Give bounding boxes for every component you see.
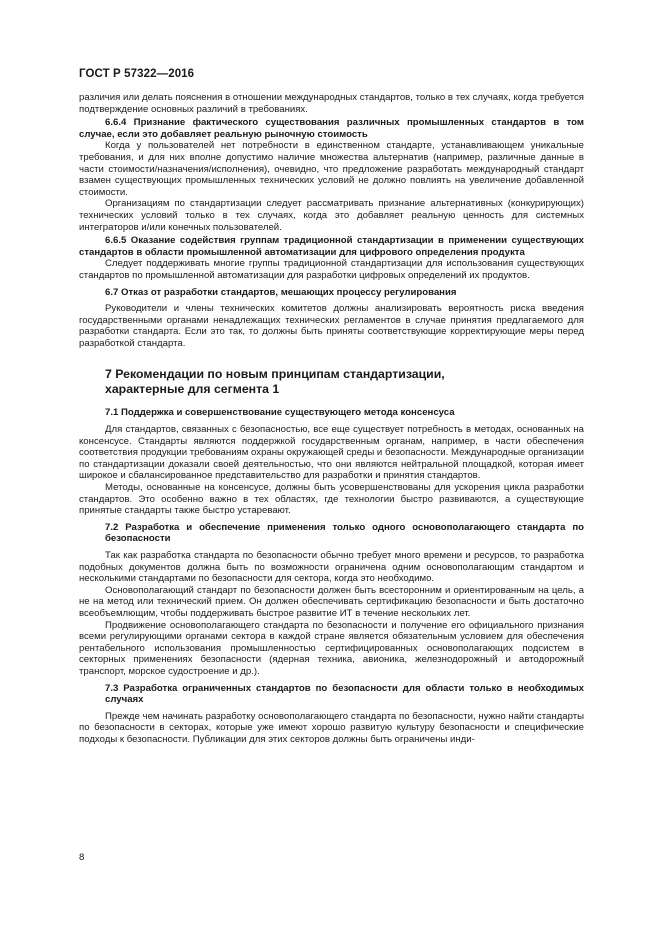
paragraph: Продвижение основополагающего стандарта по безопасности и получение его официального признания всеми регулирующими органами сектора в каждой стране является обязательным условием для обеспечения рентабельного использования промышленностью сертифицированных основополагающих подсистем в секторных применениях безопасности (ядерная техника, авионика, железнодорожный и автодорожный транспорт, морское судостроение и др.). bbox=[79, 619, 584, 677]
paragraph: Следует поддерживать многие группы традиционной стандартизации для использования существующих стандартов по промышленной автоматизации для разработки цифровых определений их продуктов. bbox=[79, 258, 584, 281]
subsection-heading-7-2: 7.2 Разработка и обеспечение применения только одного основополагающего стандарта по безопасности bbox=[105, 521, 584, 545]
paragraph: Так как разработка стандарта по безопасности обычно требует много времени и ресурсов, то разработка подобных документов должна быть по возможности ограничена одним основополагающим стандартом и несколькими стандартами по безопасности для сектора, когда это необходимо. bbox=[79, 550, 584, 585]
paragraph: различия или делать пояснения в отношении международных стандартов, только в тех случаях, когда требуется подтверждение основных различий в требованиях. bbox=[79, 92, 584, 115]
subsection-heading-7-3: 7.3 Разработка ограниченных стандартов по безопасности для области только в необходимых случаях bbox=[105, 682, 584, 706]
subsection-heading-6-6-5: 6.6.5 Оказание содействия группам традиционной стандартизации в применении существующих стандартов в области промышленной автоматизации для цифрового определения продукта bbox=[79, 235, 584, 258]
subsection-heading-6-6-4: 6.6.4 Признание фактического существования различных промышленных стандартов в том случае, если это добавляет реальную рыночную стоимость bbox=[79, 117, 584, 140]
subsection-heading-7-1: 7.1 Поддержка и совершенствование существующего метода консенсуса bbox=[105, 407, 455, 419]
subsection-heading-6-7: 6.7 Отказ от разработки стандартов, мешающих процессу регулирования bbox=[105, 286, 457, 298]
section-heading-7 bbox=[105, 367, 584, 397]
paragraph: Прежде чем начинать разработку основополагающего стандарта по безопасности, нужно найти стандарты по безопасности в секторах, которые уже имеют хорошо развитую культуру безопасности и специфические подходы к безопасности. Публикации для этих секторов должны быть ограничены инди- bbox=[79, 710, 584, 745]
paragraph: Основополагающий стандарт по безопасности должен быть всесторонним и ориентированным на цель, а не на метод или технический прием. Он должен обеспечивать сертификацию безопасности и быть достаточно всеобъемлющим, чтобы поддерживать быстрое развитие ИТ в течение нескольких лет. bbox=[79, 584, 584, 619]
paragraph: Руководители и члены технических комитетов должны анализировать вероятность риска введения государственными органами ненадлежащих технических регламентов в случае принятия предлагаемого для разработки стандарта. Если это так, то должны быть приняты соответствующие корректирующие меры перед разработкой стандарта. bbox=[79, 303, 584, 349]
section-heading-line-1: 7 Рекомендации по новым принципам стандартизации, bbox=[105, 367, 445, 382]
paragraph: Для стандартов, связанных с безопасностью, все еще существует потребность в методах, основанных на консенсусе. Стандарты являются поддержкой государственным органам, например, в части обеспечения соответствия продукции требованиям охраны окружающей среды и безопасности. Международные организации по стандартизации доказали своей деятельностью, что они являются нейтральной площадкой, которая имеет широкое и сбалансированное представительство для разработки и принятия стандартов. bbox=[79, 424, 584, 482]
page-number: 8 bbox=[79, 852, 85, 863]
paragraph: Методы, основанные на консенсусе, должны быть усовершенствованы для ускорения цикла разработки стандартов. Это особенно важно в тех областях, где технологии быстро развиваются, а существующие принятые стандарты также быстро устаревают. bbox=[79, 482, 584, 517]
document-body bbox=[79, 92, 584, 746]
paragraph: Когда у пользователей нет потребности в единственном стандарте, устанавливающем уникальные требования, и для них вполне допустимо наличие множества альтернатив (например, различные данные в части стоимости/назначения/исполнения), очевидно, что предложение разработать международный стандарт взамен существующих промышленных технических условий не должно повлиять на увеличение добавленной стоимости. bbox=[79, 140, 584, 198]
section-heading-line-2: характерные для сегмента 1 bbox=[105, 382, 280, 397]
document-header: ГОСТ Р 57322—2016 bbox=[79, 68, 195, 80]
paragraph: Организациям по стандартизации следует рассматривать признание альтернативных (конкурирующих) технических условий только в тех случаях, когда это добавляет реальную ценность для системных интеграторов и/или конечных пользователей. bbox=[79, 198, 584, 233]
